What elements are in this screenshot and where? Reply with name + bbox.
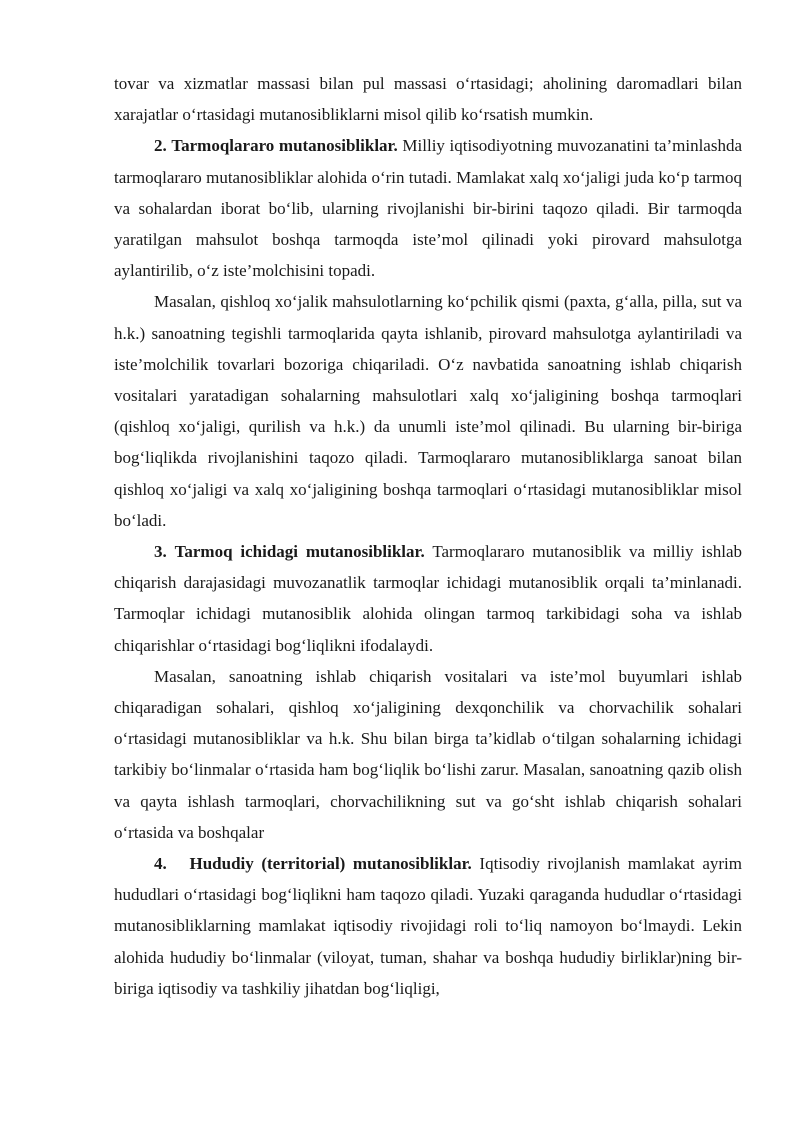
section-2-paragraph	[114, 130, 742, 286]
section-4-paragraph	[114, 848, 742, 1004]
section-4-title: Hududiy (territorial) mutanosibliklar.	[189, 854, 472, 874]
document-page	[114, 68, 742, 1004]
section-2-text: Milliy iqtisodiyotning muvozanatini ta’minlashda tarmoqlararo mutanosibliklar alohida o‘rin tutadi. Mamlakat xalq xo‘jaligi juda ko‘p tarmoq va sohalardan iborat bo‘lib, ularning rivojlanishi bir-birini taqozo qiladi. Bir tarmoqda yaratilgan mahsulot boshqa tarmoqda iste’mol qilinadi yoki pirovard mahsulotga aylantirilib, o‘z iste’molchisini topadi.	[114, 136, 743, 281]
section-3-paragraph	[114, 536, 742, 661]
section-3-title: Tarmoq ichidagi mutanosibliklar.	[174, 542, 425, 562]
section-2-number: 2.	[154, 136, 167, 156]
example-paragraph-2: Masalan, sanoatning ishlab chiqarish vositalari va iste’mol buyumlari ishlab chiqaradigan sohalari, qishloq xo‘jaligining dexqonchilik va chorvachilik sohalari o‘rtasidagi mutanosibliklar va h.k. Shu bilan birga ta’kidlab o‘tilgan sohalarning ichidagi tarkibiy bo‘linmalar o‘rtasida ham bog‘liqlik bo‘lishi zarur. Masalan, sanoatning qazib olish va qayta ishlash tarmoqlari, chorvachilikning sut va go‘sht ishlab chiqarish sohalari o‘rtasida va boshqalar	[114, 666, 742, 842]
section-3-text: Tarmoqlararo mutanosiblik va milliy ishlab chiqarish darajasidagi muvozanatlik tarmoqlar ichidagi mutanosiblik orqali ta’minlanadi. Tarmoqlar ichidagi mutanosiblik alohida olingan tarmoq tarkibidagi soha va ishlab chiqarishlar o‘rtasidagi bog‘liqlikni ifodalaydi.	[114, 542, 743, 655]
section-2-title: Tarmoqlararo mutanosibliklar.	[171, 136, 398, 156]
paragraph-continuation: tovar va xizmatlar massasi bilan pul massasi o‘rtasidagi; aholining daromadlari bilan xarajatlar o‘rtasidagi mutanosibliklarni misol qilib ko‘rsatish mumkin.	[114, 74, 742, 125]
section-4-number: 4.	[154, 854, 167, 874]
example-paragraph-1: Masalan, qishloq xo‘jalik mahsulotlarning ko‘pchilik qismi (paxta, g‘alla, pilla, sut va h.k.) sanoatning tegishli tarmoqlarida qayta ishlanib, pirovard mahsulotga aylantiriladi va iste’molchilik tovarlari bozoriga chiqariladi. O‘z navbatida sanoatning ishlab chiqarish vositalari yaratadigan sohalarning mahsulotlari xalq xo‘jaligining boshqa tarmoqlari (qishloq xo‘jaligi, qurilish va h.k.) da unumli iste’mol qilinadi. Bu ularning bir-biriga bog‘liqlikda rivojlanishini taqozo qiladi. Tarmoqlararo mutanosibliklarga sanoat bilan qishloq xo‘jaligi va xalq xo‘jaligining boshqa tarmoqlari o‘rtasidagi mutanosibliklar misol bo‘ladi.	[114, 292, 742, 530]
section-3-number: 3.	[154, 542, 167, 562]
section-4-text: Iqtisodiy rivojlanish mamlakat ayrim hududlari o‘rtasidagi bog‘liqlikni ham taqozo qiladi. Yuzaki qaraganda hududlar o‘rtasidagi mutanosibliklarning mamlakat iqtisodiy rivojidagi roli to‘liq namoyon bo‘lmaydi. Lekin alohida hududiy bo‘linmalar (viloyat, tuman, shahar va boshqa hududiy birliklar)ning bir-biriga iqtisodiy va tashkiliy jihatdan bog‘liqligi,	[114, 854, 742, 998]
